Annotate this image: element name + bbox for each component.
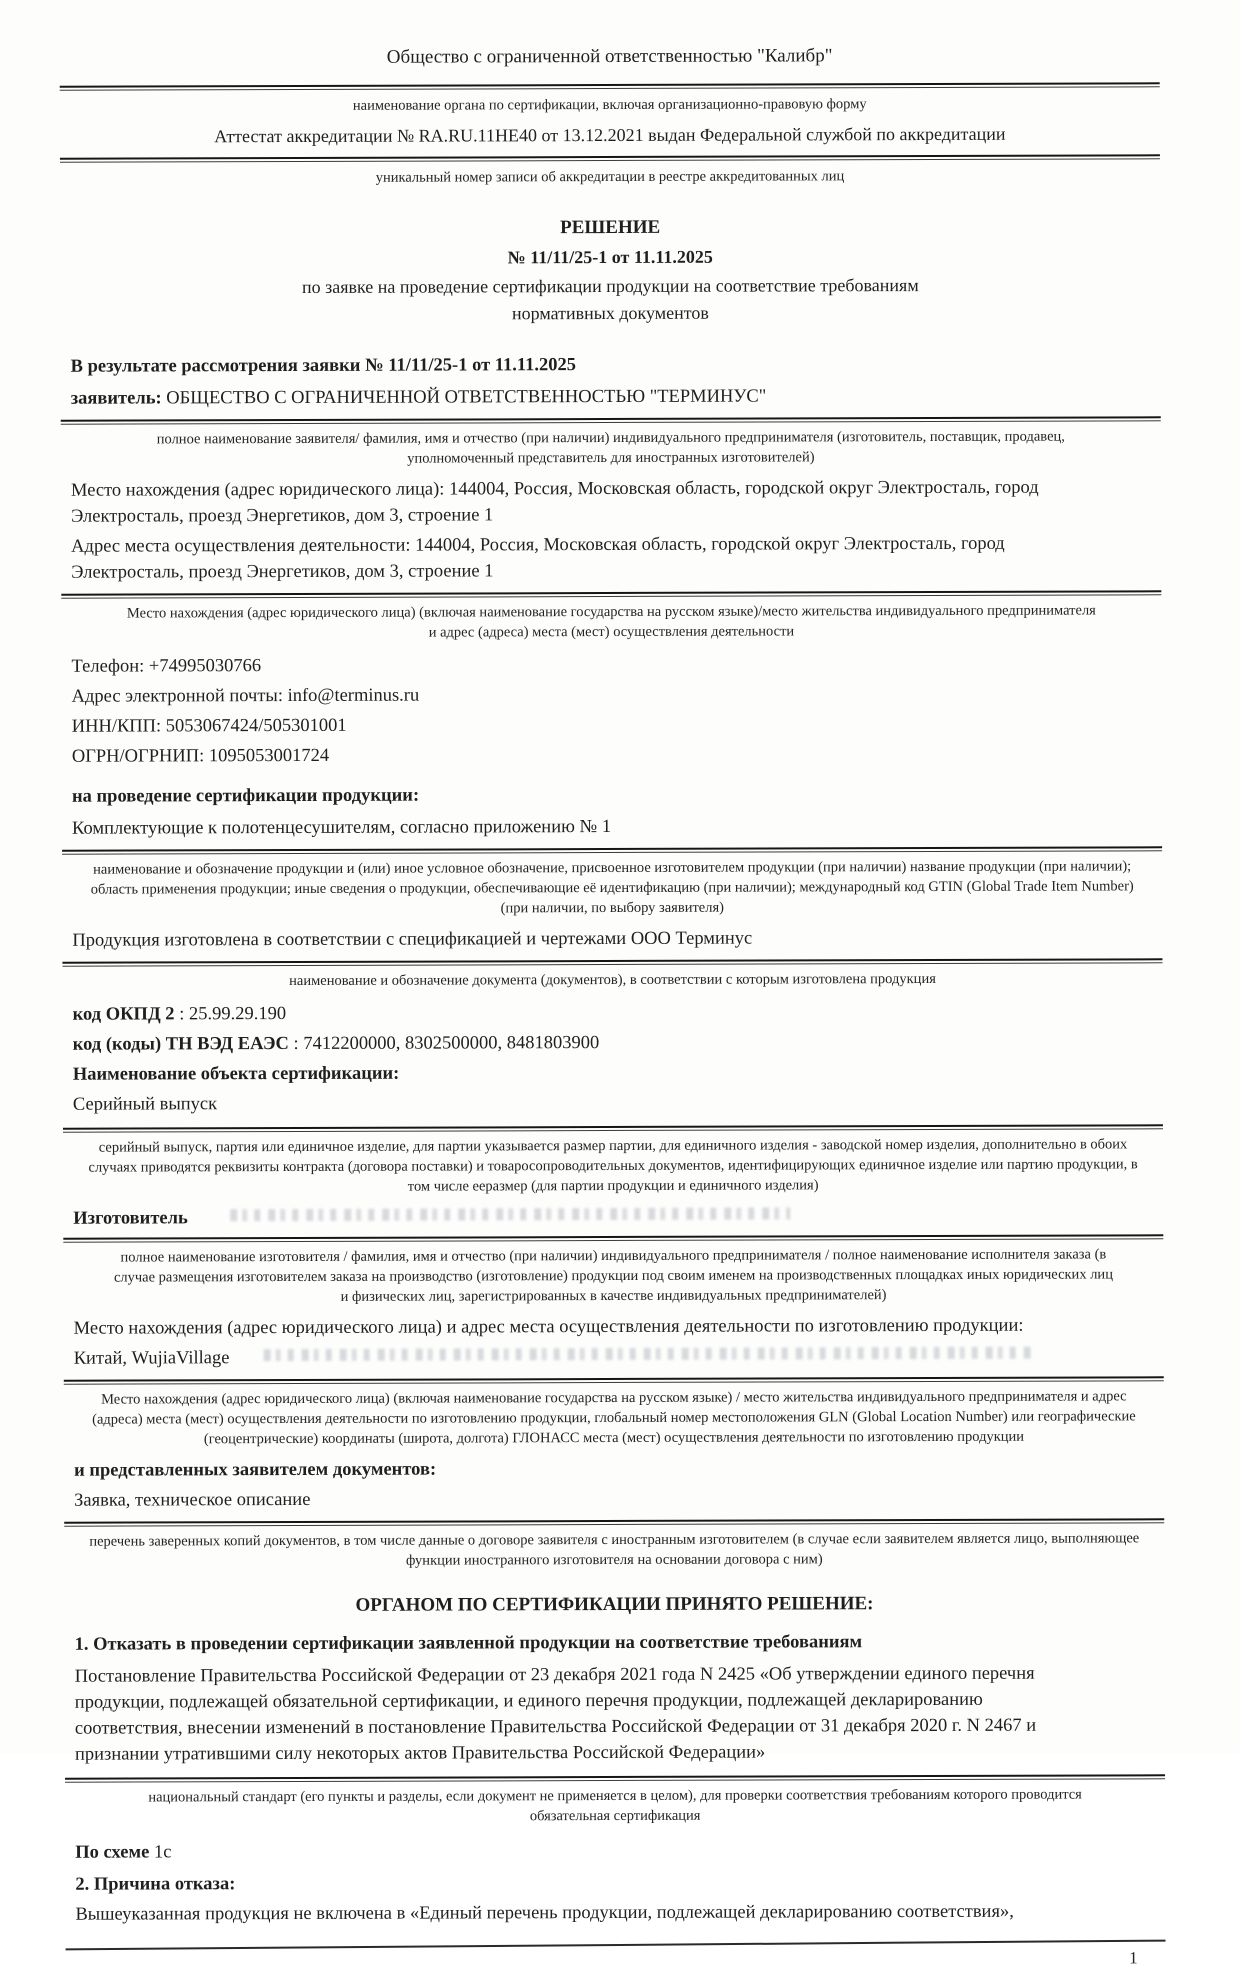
documents-value: Заявка, техническое описание — [74, 1489, 311, 1511]
documents-section-label: и представленных заявителем документов: — [74, 1459, 437, 1481]
horizontal-rule — [61, 590, 1161, 598]
horizontal-rule — [64, 1376, 1164, 1384]
standard-caption: национальный стандарт (его пункты и разделы, если документ не применяется в целом), для проверки соответствия требованиям которого проводится обязательная сертификация — [148, 1786, 1082, 1825]
manufacturer-section-line — [63, 1202, 1163, 1231]
horizontal-rule — [62, 846, 1162, 854]
document-subtitle-line2: нормативных документов — [511, 302, 709, 324]
product-name: Комплектующие к полотенцесушителям, согласно приложению № 1 — [72, 817, 612, 839]
certification-object-value: Серийный выпуск — [72, 1094, 218, 1115]
horizontal-rule — [63, 1124, 1163, 1132]
manufacturer-caption: полное наименование изготовителя / фамилия, имя и отчество (при наличии) индивидуального предпринимателя / полное наименование исполнителя заказа (в случае размещения изготовителем заказа на производство (изготовление) продукции под своим именем на производственных площадках иных юридических лиц и физических лиц, зарегистрированных в качестве индивидуальных предпринимателей) — [113, 1246, 1113, 1305]
applicant-value: ОБЩЕСТВО С ОГРАНИЧЕННОЙ ОТВЕТСТВЕННОСТЬЮ "ТЕРМИНУС" — [166, 386, 767, 409]
address-caption: Место нахождения (адрес юридического лица) (включая наименование государства на русском языке)/место жительства индивидуального предпринимателя и адрес (адреса) места (мест) осуществления деятельности — [126, 602, 1096, 641]
horizontal-rule — [64, 1518, 1164, 1526]
certification-object-label: Наименование объекта сертификации: — [72, 1063, 400, 1085]
document-subtitle-line1: по заявке на проведение сертификации продукции на соответствие требованиям — [301, 275, 919, 297]
scheme-line — [65, 1836, 1165, 1865]
accreditation-line: Аттестат аккредитации № RA.RU.11HE40 от 13.12.2021 выдан Федеральной службой по аккредитации — [214, 123, 1006, 147]
decision-item1-label: 1. Отказать в проведении сертификации заявленной продукции на соответствие требованиям — [74, 1632, 863, 1655]
phone-line: Телефон: +74995030766 — [71, 656, 262, 677]
tnved-label: код (коды) ТН ВЭД ЕАЭС — [72, 1034, 289, 1055]
manufacturer-address-label: Место нахождения (адрес юридического лица) и адрес места осуществления деятельности по изготовлению продукции: — [73, 1315, 1024, 1339]
horizontal-rule — [60, 82, 1160, 90]
applicant-label: заявитель: — [70, 388, 162, 409]
erased-text-smudge — [263, 1347, 1033, 1361]
decision-item2-text: Вышеуказанная продукция не включена в «Единый перечень продукции, подлежащей декларированию соответствия», — [75, 1901, 1014, 1925]
manufacturer-address-value: Китай, WujiaVillage — [73, 1348, 230, 1369]
accreditation-caption: уникальный номер записи об аккредитации в реестре аккредитованных лиц — [375, 168, 845, 186]
documents-caption: перечень заверенных копий документов, в том числе данные о договоре заявителя с иностранным изготовителем (в случае если заявителем является лицо, выполняющее функции иностранного изготовителя на основании договора с ним) — [89, 1530, 1140, 1569]
horizontal-rule — [61, 416, 1161, 424]
made-according-line: Продукция изготовлена в соответствии с спецификацией и чертежами ООО Терминус — [72, 928, 753, 951]
horizontal-rule — [60, 154, 1160, 162]
product-name-caption: наименование и обозначение продукции и (или) иное условное обозначение, присвоенное изготовителем продукции (при наличии) название продукции (при наличии); область применения продукции; иные сведения о продукции, обеспечивающие её идентификацию (при наличии); международный код GTIN (Global Trade Item Number) (при наличии, по выбору заявителя) — [90, 858, 1134, 917]
erased-text-smudge — [230, 1207, 790, 1221]
certification-body-name: Общество с ограниченной ответственностью "Калибр" — [386, 45, 833, 68]
okpd-line — [63, 998, 1163, 1027]
applicant-caption: полное наименование заявителя/ фамилия, имя и отчество (при наличии) индивидуального предпринимателя (изготовитель, поставщик, продавец, уполномоченный представитель для иностранных изготовителей) — [156, 428, 1065, 467]
decision-heading: ОРГАНОМ ПО СЕРТИФИКАЦИИ ПРИНЯТО РЕШЕНИЕ: — [355, 1593, 874, 1616]
horizontal-rule — [63, 1234, 1163, 1242]
decision-item2-label: 2. Причина отказа: — [75, 1874, 236, 1895]
certification-object-caption: серийный выпуск, партия или единичное изделие, для партии указывается размер партии, для единичного изделия - заводской номер изделия, дополнительно в обоих случаях приводятся реквизиты контракта (договора поставки) и товаросопроводительных документов, идентифицирующих единичное изделие или партию продукции, в том числе ееразмер (для партии продукции и единичного изделия) — [88, 1136, 1138, 1195]
legal-address: Место нахождения (адрес юридического лица): 144004, Россия, Московская область, городской округ Электросталь, город Электросталь, проезд Энергетиков, дом 3, строение 1 — [70, 477, 1039, 527]
application-result-line: В результате рассмотрения заявки № 11/11/25-1 от 11.11.2025 — [70, 355, 577, 377]
scheme-label: По схеме — [75, 1842, 150, 1863]
document-title: РЕШЕНИЕ — [560, 216, 661, 239]
manufacturer-address-line — [64, 1342, 1164, 1371]
product-section-label: на проведение сертификации продукции: — [71, 785, 420, 807]
certification-body-caption: наименование органа по сертификации, включая организационно-правовую форму — [352, 96, 867, 114]
inn-kpp-line: ИНН/КПП: 5053067424/505301001 — [71, 715, 347, 737]
ogrn-line: ОГРН/ОГРНИП: 1095053001724 — [71, 745, 330, 767]
tnved-value: : 7412200000, 8302500000, 8481803900 — [293, 1033, 600, 1055]
email-line: Адрес электронной почты: info@terminus.ru — [71, 685, 420, 707]
okpd-value: : 25.99.29.190 — [179, 1004, 287, 1025]
tnved-line — [63, 1028, 1163, 1057]
document-content — [60, 42, 1166, 1971]
page-number: 1 — [1129, 1948, 1138, 1968]
manufacturer-address-caption: Место нахождения (адрес юридического лица) (включая наименование государства на русском языке) / место жительства индивидуального предпринимателя и адрес (адреса) места (мест) осуществления деятельности по изготовлению продукции, глобальный номер местоположения GLN (Global Location Number) или географические (геоцентрические) координаты (широта, долгота) ГЛОНАСС места (мест) осуществления деятельности по изготовлению продукции — [92, 1388, 1136, 1448]
horizontal-rule — [65, 1774, 1165, 1782]
document-number: № 11/11/25-1 от 11.11.2025 — [507, 246, 713, 268]
manufacturer-section-label: Изготовитель — [73, 1208, 188, 1229]
decision-item1-text: Постановление Правительства Российской Федерации от 23 декабря 2021 года N 2425 «Об утверждении единого перечня продукции, подлежащей обязательной сертификации, и единого перечня продукции, подлежащей декларированию соответствия, внесении изменений в постановление Правительства Российской Федерации от 31 декабря 2020 г. N 2467 и признании утратившими силу некоторых актов Правительства Российской Федерации» — [74, 1663, 1037, 1765]
activity-address: Адрес места осуществления деятельности: 144004, Россия, Московская область, городской округ Электросталь, город Электросталь, проезд Энергетиков, дом 3, строение 1 — [71, 533, 1005, 583]
okpd-label: код ОКПД 2 — [72, 1004, 175, 1025]
applicant-line — [61, 382, 1161, 411]
product-doc-caption: наименование и обозначение документа (документов), в соответствии с которым изготовлена продукция — [289, 970, 936, 990]
horizontal-rule — [62, 958, 1162, 966]
scheme-value: 1с — [153, 1842, 172, 1863]
